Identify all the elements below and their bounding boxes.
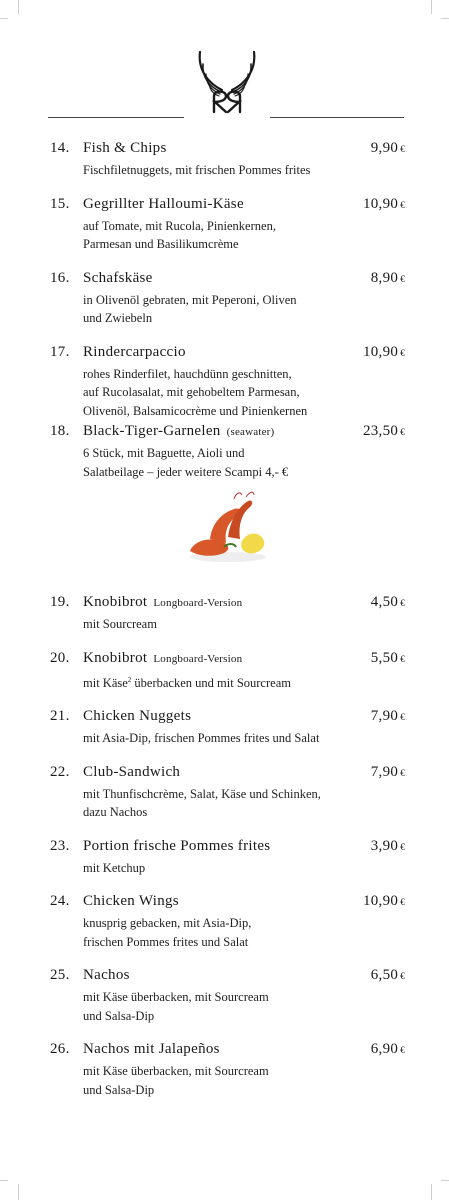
item-name-text: Club-Sandwich bbox=[83, 763, 181, 780]
item-name bbox=[83, 890, 363, 912]
crop-mark bbox=[441, 1180, 449, 1181]
menu-item bbox=[50, 890, 405, 951]
item-description bbox=[83, 785, 405, 822]
item-price-value: 5,50 bbox=[370, 649, 399, 666]
item-name bbox=[83, 193, 363, 215]
item-price-value: 9,90 bbox=[370, 140, 399, 156]
item-description-line: knusprig gebacken, mit Asia-Dip, bbox=[83, 916, 252, 931]
item-description bbox=[83, 671, 405, 693]
menu-item-header bbox=[50, 890, 405, 913]
item-description-line: und Zwiebeln bbox=[83, 311, 153, 325]
item-name-text: Chicken Nuggets bbox=[83, 708, 192, 725]
item-number: 21. bbox=[50, 708, 70, 725]
item-description bbox=[83, 291, 405, 328]
item-number: 17. bbox=[50, 343, 70, 360]
item-number: 18. bbox=[50, 423, 70, 439]
item-price-value: 7,90 bbox=[370, 708, 399, 725]
menu-item bbox=[50, 964, 405, 1025]
item-price-value: 6,50 bbox=[370, 967, 399, 984]
item-description-line: dazu Nachos bbox=[83, 805, 148, 820]
item-name bbox=[83, 761, 371, 783]
item-name bbox=[83, 835, 371, 857]
crop-mark bbox=[431, 0, 432, 14]
item-number: 24. bbox=[50, 893, 70, 910]
crop-mark bbox=[0, 1180, 8, 1181]
currency-symbol: € bbox=[400, 653, 405, 664]
menu-item bbox=[50, 1038, 405, 1099]
item-description-line: auf Rucolasalat, mit gehobeltem Parmesan, bbox=[83, 385, 300, 399]
item-price-value: 23,50 bbox=[362, 423, 399, 439]
item-description-line: in Olivenöl gebraten, mit Peperoni, Oliven bbox=[83, 292, 297, 307]
item-description-line: Salatbeilage – jeder weitere Scampi 4,- € bbox=[83, 464, 289, 479]
menu-item-header bbox=[50, 647, 405, 670]
item-description bbox=[83, 1062, 405, 1099]
item-name bbox=[83, 591, 371, 614]
item-name bbox=[83, 137, 371, 159]
item-price bbox=[363, 341, 405, 364]
item-name bbox=[83, 341, 363, 363]
item-description-line: auf Tomate, mit Rucola, Pinienkernen, bbox=[83, 218, 276, 233]
item-price bbox=[363, 193, 405, 216]
menu-item bbox=[50, 591, 405, 634]
description-text: mit Käse bbox=[83, 675, 128, 690]
winged-rr-monogram-icon bbox=[184, 46, 270, 118]
item-description bbox=[83, 444, 405, 481]
shrimp-illustration bbox=[0, 485, 449, 577]
menu-item bbox=[50, 705, 405, 748]
item-name-text: Fish & Chips bbox=[83, 140, 167, 156]
item-price-value: 10,90 bbox=[362, 343, 399, 360]
item-description-line: frischen Pommes frites und Salat bbox=[83, 934, 249, 949]
item-tag: Longboard-Version bbox=[153, 597, 243, 609]
item-price bbox=[371, 1038, 405, 1061]
item-description bbox=[83, 988, 405, 1025]
currency-symbol: € bbox=[400, 273, 405, 284]
item-price bbox=[371, 761, 405, 784]
item-price-value: 7,90 bbox=[370, 763, 399, 780]
menu-item bbox=[50, 835, 405, 878]
menu-item-header bbox=[50, 267, 405, 290]
item-name bbox=[83, 964, 371, 986]
item-description-line: Fischfiletnuggets, mit frischen Pommes frites bbox=[83, 163, 311, 177]
menu-item-header bbox=[50, 137, 405, 160]
currency-symbol: € bbox=[400, 897, 405, 908]
item-description-line: mit Thunfischcrème, Salat, Käse und Schinken, bbox=[83, 786, 321, 801]
item-description bbox=[83, 859, 405, 878]
description-text: überbacken und mit Sourcream bbox=[131, 675, 291, 690]
item-description-line: Olivenöl, Balsamicocrème und Pinienkernen bbox=[83, 403, 308, 418]
item-price bbox=[371, 705, 405, 728]
item-number: 19. bbox=[50, 594, 70, 610]
item-price bbox=[371, 591, 405, 614]
menu-item bbox=[50, 420, 405, 481]
item-number: 22. bbox=[50, 763, 70, 780]
item-number: 20. bbox=[50, 649, 70, 666]
item-price-value: 10,90 bbox=[362, 893, 399, 910]
item-name-text: Chicken Wings bbox=[83, 893, 179, 910]
item-name-text: Knobibrot bbox=[83, 594, 148, 610]
menu-item-header bbox=[50, 591, 405, 614]
currency-symbol: € bbox=[400, 427, 405, 437]
item-description-line: Parmesan und Basilikumcrème bbox=[83, 237, 239, 251]
allergen-footnote: 2 bbox=[127, 675, 132, 684]
item-name-text: Gegrillter Halloumi-Käse bbox=[83, 195, 244, 212]
menu-item-header bbox=[50, 1038, 405, 1061]
item-price-value: 6,90 bbox=[370, 1041, 399, 1058]
menu-item-header bbox=[50, 761, 405, 784]
item-price bbox=[371, 835, 405, 858]
header-rule-right bbox=[270, 117, 404, 118]
crop-mark bbox=[18, 1184, 19, 1200]
item-price-value: 8,90 bbox=[370, 269, 399, 286]
currency-symbol: € bbox=[400, 841, 405, 852]
item-price bbox=[371, 964, 405, 987]
menu-item bbox=[50, 341, 405, 421]
menu-item bbox=[50, 267, 405, 328]
currency-symbol: € bbox=[400, 144, 405, 154]
menu-item bbox=[50, 647, 405, 693]
item-name-text: Schafskäse bbox=[83, 269, 153, 286]
menu-item-header bbox=[50, 964, 405, 987]
item-number: 23. bbox=[50, 837, 70, 854]
item-description-line: mit Käse überbacken, mit Sourcream bbox=[83, 1064, 269, 1079]
currency-symbol: € bbox=[400, 712, 405, 723]
shrimp-icon bbox=[184, 491, 272, 569]
item-description-line: und Salsa-Dip bbox=[83, 1008, 155, 1023]
currency-symbol: € bbox=[400, 1045, 405, 1056]
item-price bbox=[363, 420, 405, 443]
crop-mark bbox=[18, 0, 19, 14]
item-price bbox=[363, 890, 405, 913]
item-name bbox=[83, 1038, 371, 1060]
item-description bbox=[83, 729, 405, 748]
menu-item-header bbox=[50, 193, 405, 216]
crop-mark bbox=[0, 18, 8, 19]
item-tag: (seawater) bbox=[226, 426, 275, 438]
item-name-text: Portion frische Pommes frites bbox=[83, 837, 271, 854]
menu-item bbox=[50, 193, 405, 254]
crop-mark bbox=[441, 18, 449, 19]
item-description-line: mit Sourcream bbox=[83, 617, 157, 631]
item-description bbox=[83, 615, 405, 634]
item-description bbox=[83, 217, 405, 254]
item-description-line: mit Käse überbacken, mit Sourcream bbox=[83, 990, 269, 1005]
header-rule-left bbox=[48, 117, 184, 118]
header-logo-row bbox=[48, 46, 404, 118]
item-name-text: Black-Tiger-Garnelen bbox=[83, 423, 221, 439]
item-number: 26. bbox=[50, 1041, 70, 1058]
item-description-line: 6 Stück, mit Baguette, Aioli und bbox=[83, 446, 245, 460]
item-price-value: 10,90 bbox=[362, 195, 399, 212]
item-description-line: mit Asia-Dip, frischen Pommes frites und Salat bbox=[83, 731, 320, 746]
item-description-line bbox=[83, 671, 405, 693]
item-number: 16. bbox=[50, 269, 70, 286]
item-description-line: und Salsa-Dip bbox=[83, 1082, 155, 1097]
item-price-value: 4,50 bbox=[370, 594, 399, 610]
menu-item bbox=[50, 137, 405, 180]
item-name-text: Nachos mit Jalapeños bbox=[83, 1041, 220, 1058]
currency-symbol: € bbox=[400, 199, 405, 210]
item-number: 14. bbox=[50, 140, 70, 156]
crop-mark bbox=[431, 1184, 432, 1200]
item-number: 25. bbox=[50, 967, 70, 984]
item-name bbox=[83, 420, 363, 443]
item-tag: Longboard-Version bbox=[153, 652, 243, 665]
item-price bbox=[371, 647, 405, 670]
currency-symbol: € bbox=[400, 767, 405, 778]
menu-item-header bbox=[50, 341, 405, 364]
item-price-value: 3,90 bbox=[370, 837, 399, 854]
menu-item-header bbox=[50, 420, 405, 443]
menu-item bbox=[50, 761, 405, 822]
item-name-text: Knobibrot bbox=[83, 649, 148, 666]
item-number: 15. bbox=[50, 195, 70, 212]
item-description bbox=[83, 365, 405, 421]
menu-item-header bbox=[50, 705, 405, 728]
currency-symbol: € bbox=[400, 598, 405, 608]
currency-symbol: € bbox=[400, 971, 405, 982]
item-price bbox=[371, 137, 405, 160]
menu-list bbox=[0, 137, 449, 1099]
item-description bbox=[83, 914, 405, 951]
item-description bbox=[83, 161, 405, 180]
item-name bbox=[83, 705, 371, 727]
item-price bbox=[371, 267, 405, 290]
currency-symbol: € bbox=[400, 347, 405, 358]
item-description-line: mit Ketchup bbox=[83, 860, 146, 875]
menu-item-header bbox=[50, 835, 405, 858]
item-name-text: Nachos bbox=[83, 967, 130, 984]
item-name bbox=[83, 267, 371, 289]
item-name bbox=[83, 647, 371, 670]
item-name-text: Rindercarpaccio bbox=[83, 343, 186, 360]
item-description-line: rohes Rinderfilet, hauchdünn geschnitten, bbox=[83, 366, 292, 381]
